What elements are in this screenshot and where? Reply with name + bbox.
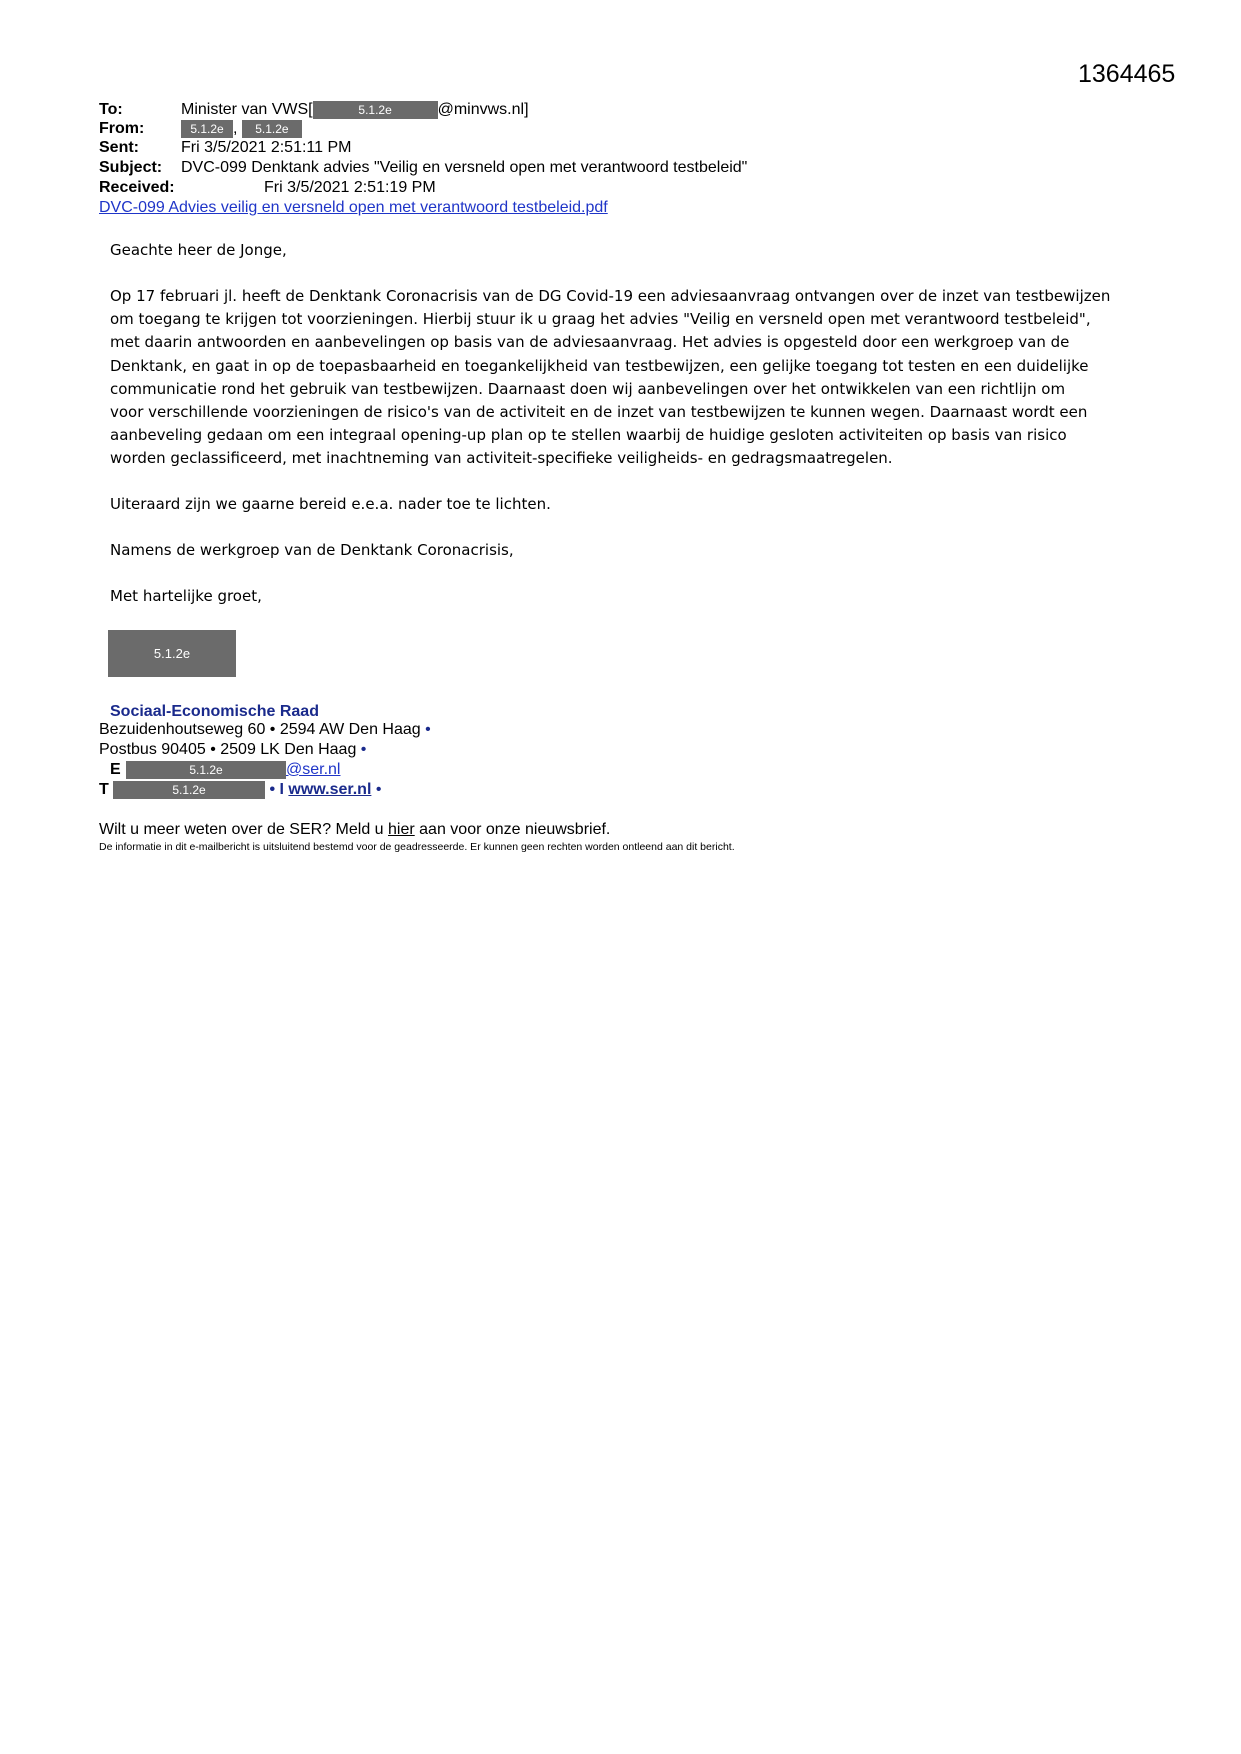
- attachment-row: [99, 198, 608, 218]
- sent-row: [99, 138, 351, 158]
- paragraph-line: worden geclassificeerd, met inachtneming van activiteit-specifieke veiligheids- en gedragsmaatregelen.: [110, 449, 893, 468]
- newsletter-line: [99, 821, 610, 839]
- paragraph-line: Denktank, en gaat in op de toepasbaarheid en toegankelijkheid van testbewijzen, een gelijke toegang tot testen en een duidelijke: [110, 356, 1089, 375]
- from-separator: ,: [233, 120, 238, 137]
- email-domain-link[interactable]: @ser.nl: [286, 761, 341, 779]
- disclaimer: De informatie in dit e-mailbericht is uitsluitend bestemd voor de geadresseerde. Er kunnen geen rechten worden ontleend aan dit bericht.: [99, 841, 735, 853]
- email-line: [110, 761, 340, 779]
- paragraph-line: met daarin antwoorden en aanbevelingen op basis van de adviesaanvraag. Het advies is opgesteld door een werkgroep van de: [110, 333, 1070, 352]
- from-label: From:: [99, 120, 145, 137]
- paragraph-line: voor verschillende voorzieningen de risico's van de activiteit en de inzet van testbewijzen te kunnen wegen. Daarnaast wordt een: [110, 403, 1088, 422]
- to-row: [99, 100, 529, 120]
- address-1-text: Bezuidenhoutseweg 60 • 2594 AW Den Haag: [99, 721, 421, 738]
- paragraph-line: Op 17 februari jl. heeft de Denktank Coronacrisis van de DG Covid-19 een adviesaanvraag ontvangen over de inzet van testbewijzen: [110, 287, 1111, 305]
- subject-row: [99, 158, 747, 178]
- received-value: Fri 3/5/2021 2:51:19 PM: [264, 179, 436, 196]
- address-2-bullet: •: [360, 741, 367, 758]
- document-number: 1364465: [1078, 60, 1176, 88]
- newsletter-text-before: Wilt u meer weten over de SER? Meld u: [99, 821, 389, 838]
- address-line-1: [99, 721, 431, 739]
- web-bullet: •: [375, 781, 382, 799]
- received-row: [99, 178, 436, 198]
- newsletter-link[interactable]: hier: [388, 821, 415, 838]
- to-name: Minister van VWS[: [181, 101, 313, 118]
- sent-value: Fri 3/5/2021 2:51:11 PM: [181, 139, 352, 156]
- subject-value: DVC-099 Denktank advies "Veilig en versneld open met verantwoord testbeleid": [181, 159, 748, 176]
- to-redaction: 5.1.2e: [313, 101, 438, 119]
- from-redaction-1: 5.1.2e: [181, 120, 233, 138]
- paragraph-line: aanbeveling gedaan om een integraal opening-up plan op te stellen waarbij de huidige gesloten activiteiten op basis van risico: [110, 426, 1067, 445]
- closing-line-1: Uiteraard zijn we gaarne bereid e.e.a. nader toe te lichten.: [110, 495, 551, 513]
- from-redaction-2: 5.1.2e: [242, 120, 302, 138]
- phone-redaction: 5.1.2e: [113, 781, 265, 799]
- address-line-2: [99, 741, 366, 759]
- to-label: To:: [99, 101, 123, 118]
- phone-prefix: T: [99, 781, 109, 799]
- email-redaction: 5.1.2e: [126, 761, 286, 779]
- phone-web-line: [99, 781, 381, 799]
- received-label: Received:: [99, 179, 175, 196]
- main-paragraph: [110, 285, 1140, 471]
- signature-redaction: 5.1.2e: [108, 630, 236, 677]
- address-1-bullet: •: [425, 721, 431, 738]
- web-prefix: • I: [269, 781, 284, 799]
- paragraph-line: communicatie rond het gebruik van testbewijzen. Daarnaast doen wij aanbevelingen over het ontwikkelen van een richtlijn om: [110, 379, 1066, 398]
- email-prefix: E: [110, 761, 121, 779]
- website-link[interactable]: www.ser.nl: [288, 781, 372, 799]
- address-2-text: Postbus 90405 • 2509 LK Den Haag: [99, 741, 357, 758]
- attachment-link[interactable]: DVC-099 Advies veilig en versneld open met verantwoord testbeleid.pdf: [99, 199, 608, 216]
- newsletter-text-after: aan voor onze nieuwsbrief.: [414, 821, 611, 838]
- organization-name: Sociaal-Economische Raad: [110, 703, 319, 720]
- paragraph-line: om toegang te krijgen tot voorzieningen. Hierbij stuur ik u graag het advies "Veilig en versneld open met verantwoord testbeleid",: [110, 310, 1091, 329]
- from-row: [99, 119, 302, 139]
- closing-line-3: Met hartelijke groet,: [110, 587, 262, 605]
- closing-line-2: Namens de werkgroep van de Denktank Coronacrisis,: [110, 541, 514, 559]
- salutation: Geachte heer de Jonge,: [110, 241, 287, 259]
- subject-label: Subject:: [99, 159, 163, 176]
- to-domain: @minvws.nl]: [437, 101, 529, 118]
- sent-label: Sent:: [99, 139, 139, 156]
